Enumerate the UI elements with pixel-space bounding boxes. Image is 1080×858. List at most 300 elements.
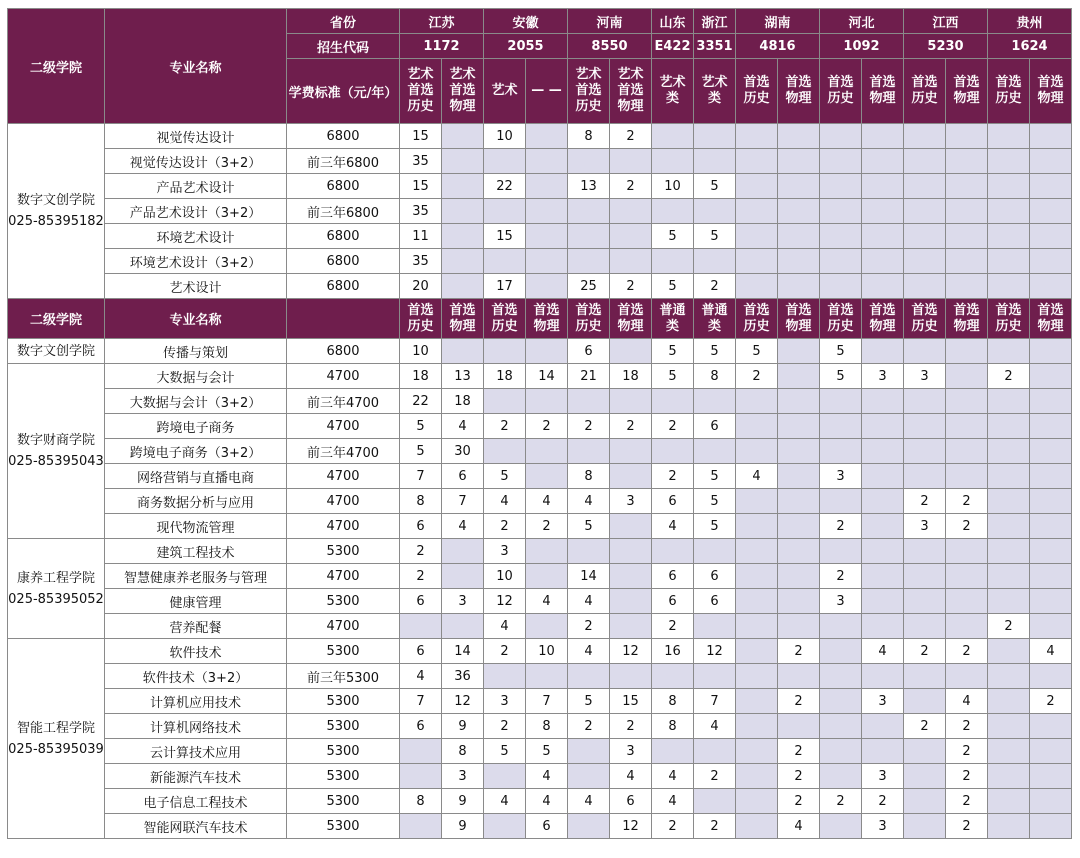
table-row bbox=[8, 539, 1072, 564]
quota-cell: 2 bbox=[946, 514, 988, 539]
quota-cell bbox=[1030, 339, 1072, 364]
quota-cell bbox=[946, 199, 988, 224]
subject-requirement-2 bbox=[610, 299, 652, 339]
quota-cell bbox=[988, 764, 1030, 789]
quota-cell: 5 bbox=[820, 339, 862, 364]
quota-cell bbox=[904, 339, 946, 364]
quota-cell bbox=[862, 339, 904, 364]
header-line: 艺术 bbox=[449, 67, 476, 82]
quota-cell: 4 bbox=[568, 789, 610, 814]
quota-cell bbox=[526, 389, 568, 414]
quota-cell: 2 bbox=[568, 614, 610, 639]
quota-cell bbox=[778, 124, 820, 149]
quota-cell bbox=[1030, 539, 1072, 564]
header-line: 物理 bbox=[869, 91, 896, 106]
quota-cell: 2 bbox=[1030, 689, 1072, 714]
quota-cell: 5 bbox=[820, 364, 862, 389]
quota-cell bbox=[568, 249, 610, 274]
subject-requirement bbox=[988, 59, 1030, 124]
quota-cell: 3 bbox=[820, 464, 862, 489]
quota-cell bbox=[988, 274, 1030, 299]
major-name: 智慧健康养老服务与管理 bbox=[105, 564, 287, 589]
subject-requirement bbox=[904, 59, 946, 124]
quota-cell: 3 bbox=[484, 689, 526, 714]
quota-cell: 10 bbox=[400, 339, 442, 364]
header-line: 物理 bbox=[869, 318, 896, 334]
major-name: 跨境电子商务（3+2） bbox=[105, 439, 287, 464]
province-name: 江苏 bbox=[400, 9, 484, 34]
table-row bbox=[8, 389, 1072, 414]
quota-cell bbox=[736, 689, 778, 714]
subject-requirement bbox=[1030, 59, 1072, 124]
table-row bbox=[8, 814, 1072, 839]
tuition-fee: 5300 bbox=[287, 789, 400, 814]
quota-cell: 35 bbox=[400, 249, 442, 274]
major-name: 跨境电子商务 bbox=[105, 414, 287, 439]
header-line: 首选 bbox=[449, 83, 476, 98]
header-line: 艺术 bbox=[617, 67, 644, 82]
college-phone: 025-85395052 bbox=[8, 591, 104, 607]
table-row bbox=[8, 639, 1072, 664]
quota-cell: 5 bbox=[400, 414, 442, 439]
tuition-fee: 4700 bbox=[287, 364, 400, 389]
quota-cell: 9 bbox=[442, 814, 484, 839]
tuition-fee: 5300 bbox=[287, 539, 400, 564]
quota-cell bbox=[1030, 274, 1072, 299]
quota-cell: 2 bbox=[778, 789, 820, 814]
college-phone: 025-85395182 bbox=[8, 214, 104, 229]
quota-cell: 14 bbox=[526, 364, 568, 389]
quota-cell: 2 bbox=[568, 714, 610, 739]
quota-cell: 4 bbox=[526, 789, 568, 814]
quota-cell: 4 bbox=[526, 489, 568, 514]
quota-cell bbox=[400, 739, 442, 764]
quota-cell bbox=[862, 274, 904, 299]
quota-cell bbox=[736, 739, 778, 764]
province-code: 5230 bbox=[904, 34, 988, 59]
quota-cell: 2 bbox=[694, 274, 736, 299]
quota-cell: 2 bbox=[946, 639, 988, 664]
quota-cell bbox=[778, 664, 820, 689]
quota-cell bbox=[904, 814, 946, 839]
quota-cell bbox=[988, 174, 1030, 199]
province-label: 省份 bbox=[287, 9, 400, 34]
quota-cell bbox=[904, 224, 946, 249]
quota-cell bbox=[820, 614, 862, 639]
header-line: 历史 bbox=[995, 318, 1022, 334]
table-row bbox=[8, 789, 1072, 814]
quota-cell bbox=[694, 149, 736, 174]
header-line: 历史 bbox=[743, 318, 770, 334]
major-name: 新能源汽车技术 bbox=[105, 764, 287, 789]
quota-cell bbox=[904, 589, 946, 614]
province-code: 1092 bbox=[820, 34, 904, 59]
header-line: 类 bbox=[665, 318, 679, 334]
quota-cell bbox=[946, 464, 988, 489]
quota-cell: 18 bbox=[442, 389, 484, 414]
college-name: 智能工程学院 bbox=[16, 720, 95, 736]
quota-cell bbox=[988, 224, 1030, 249]
quota-cell bbox=[946, 249, 988, 274]
subject-requirement-2 bbox=[904, 299, 946, 339]
quota-cell bbox=[946, 339, 988, 364]
quota-cell bbox=[778, 174, 820, 199]
subject-requirement-2 bbox=[400, 299, 442, 339]
quota-cell bbox=[820, 149, 862, 174]
quota-cell bbox=[988, 589, 1030, 614]
quota-cell bbox=[736, 489, 778, 514]
tuition-fee: 5300 bbox=[287, 589, 400, 614]
quota-cell: 2 bbox=[778, 739, 820, 764]
tuition-fee: 4700 bbox=[287, 464, 400, 489]
quota-cell bbox=[988, 149, 1030, 174]
quota-cell bbox=[400, 814, 442, 839]
college-name: 数字文创学院 bbox=[16, 193, 95, 208]
quota-cell bbox=[526, 614, 568, 639]
quota-cell: 4 bbox=[400, 664, 442, 689]
major-name: 现代物流管理 bbox=[105, 514, 287, 539]
header-line: 首选 bbox=[533, 302, 560, 318]
subject-requirement-2 bbox=[484, 299, 526, 339]
quota-cell bbox=[820, 274, 862, 299]
quota-cell bbox=[526, 464, 568, 489]
major-name: 软件技术（3+2） bbox=[105, 664, 287, 689]
major-name: 大数据与会计（3+2） bbox=[105, 389, 287, 414]
quota-cell: 15 bbox=[610, 689, 652, 714]
major-name: 产品艺术设计 bbox=[105, 174, 287, 199]
quota-cell bbox=[1030, 149, 1072, 174]
quota-cell bbox=[904, 564, 946, 589]
quota-cell bbox=[1030, 464, 1072, 489]
quota-cell: 2 bbox=[904, 639, 946, 664]
quota-cell: 2 bbox=[778, 764, 820, 789]
quota-cell bbox=[862, 564, 904, 589]
quota-cell: 10 bbox=[526, 639, 568, 664]
quota-cell bbox=[820, 689, 862, 714]
quota-cell bbox=[484, 339, 526, 364]
quota-cell bbox=[610, 564, 652, 589]
quota-cell bbox=[442, 539, 484, 564]
college-header-2: 二级学院 bbox=[8, 299, 105, 339]
subject-requirement-2 bbox=[946, 299, 988, 339]
major-header: 专业名称 bbox=[105, 9, 287, 124]
quota-cell: 5 bbox=[526, 739, 568, 764]
header-line: 历史 bbox=[575, 318, 602, 334]
tuition-fee: 6800 bbox=[287, 124, 400, 149]
quota-cell bbox=[526, 249, 568, 274]
quota-cell bbox=[694, 124, 736, 149]
quota-cell: 5 bbox=[694, 464, 736, 489]
subject-requirement bbox=[652, 59, 694, 124]
quota-cell bbox=[736, 814, 778, 839]
header-line: 物理 bbox=[1037, 91, 1064, 106]
quota-cell: 16 bbox=[652, 639, 694, 664]
tuition-fee: 前三年4700 bbox=[287, 389, 400, 414]
quota-cell bbox=[484, 439, 526, 464]
quota-cell: 15 bbox=[400, 124, 442, 149]
quota-cell bbox=[652, 124, 694, 149]
quota-cell: 6 bbox=[400, 639, 442, 664]
quota-cell bbox=[736, 249, 778, 274]
quota-cell: 6 bbox=[442, 464, 484, 489]
quota-cell bbox=[526, 564, 568, 589]
header-line: 类 bbox=[665, 91, 679, 106]
admission-plan-table-wrapper bbox=[7, 8, 1072, 839]
quota-cell: 8 bbox=[400, 789, 442, 814]
header-line: 首选 bbox=[785, 302, 812, 318]
quota-cell bbox=[904, 689, 946, 714]
header-line: 首选 bbox=[449, 302, 476, 318]
quota-cell bbox=[904, 274, 946, 299]
subject-requirement bbox=[442, 59, 484, 124]
quota-cell bbox=[820, 489, 862, 514]
quota-cell: 5 bbox=[484, 464, 526, 489]
college-cell bbox=[8, 364, 105, 539]
quota-cell: 7 bbox=[442, 489, 484, 514]
province-code: 1172 bbox=[400, 34, 484, 59]
quota-cell bbox=[736, 514, 778, 539]
quota-cell bbox=[988, 814, 1030, 839]
table-row bbox=[8, 689, 1072, 714]
quota-cell: 2 bbox=[652, 464, 694, 489]
subject-requirement bbox=[484, 59, 526, 124]
quota-cell bbox=[820, 814, 862, 839]
quota-cell: 2 bbox=[526, 414, 568, 439]
quota-cell: 35 bbox=[400, 199, 442, 224]
quota-cell: 5 bbox=[694, 339, 736, 364]
quota-cell: 5 bbox=[484, 739, 526, 764]
quota-cell bbox=[820, 414, 862, 439]
quota-cell: 11 bbox=[400, 224, 442, 249]
quota-cell bbox=[778, 439, 820, 464]
quota-cell bbox=[988, 664, 1030, 689]
header-line: 首选 bbox=[575, 302, 602, 318]
header-line: 首选 bbox=[407, 302, 434, 318]
quota-cell bbox=[988, 464, 1030, 489]
quota-cell: 2 bbox=[652, 414, 694, 439]
quota-cell bbox=[904, 389, 946, 414]
quota-cell bbox=[484, 814, 526, 839]
header-line: 首选 bbox=[743, 302, 770, 318]
quota-cell: 2 bbox=[610, 714, 652, 739]
quota-cell bbox=[862, 714, 904, 739]
header-line: 首选 bbox=[407, 83, 434, 98]
quota-cell: 6 bbox=[652, 564, 694, 589]
college-cell bbox=[8, 124, 105, 299]
quota-cell bbox=[988, 789, 1030, 814]
quota-cell bbox=[610, 249, 652, 274]
quota-cell bbox=[946, 124, 988, 149]
province-code: E422 bbox=[652, 34, 694, 59]
quota-cell bbox=[442, 149, 484, 174]
quota-cell: 5 bbox=[652, 274, 694, 299]
quota-cell bbox=[778, 274, 820, 299]
quota-cell: 2 bbox=[694, 814, 736, 839]
table-row bbox=[8, 414, 1072, 439]
quota-cell bbox=[736, 789, 778, 814]
quota-cell bbox=[862, 464, 904, 489]
quota-cell: 3 bbox=[862, 764, 904, 789]
quota-cell: 3 bbox=[904, 364, 946, 389]
quota-cell bbox=[778, 539, 820, 564]
header-line: 首选 bbox=[953, 75, 980, 90]
header-line: 艺术 bbox=[407, 67, 434, 82]
quota-cell: 22 bbox=[400, 389, 442, 414]
tuition-fee: 5300 bbox=[287, 689, 400, 714]
quota-cell bbox=[820, 714, 862, 739]
quota-cell: 12 bbox=[694, 639, 736, 664]
quota-cell: 8 bbox=[442, 739, 484, 764]
quota-cell bbox=[400, 764, 442, 789]
quota-cell bbox=[946, 274, 988, 299]
quota-cell bbox=[736, 714, 778, 739]
table-row bbox=[8, 364, 1072, 389]
quota-cell bbox=[694, 664, 736, 689]
quota-cell bbox=[988, 439, 1030, 464]
header-line: 物理 bbox=[785, 318, 812, 334]
subject-requirement bbox=[778, 59, 820, 124]
province-code: 8550 bbox=[568, 34, 652, 59]
quota-cell: 18 bbox=[610, 364, 652, 389]
header-line: 历史 bbox=[911, 91, 938, 106]
quota-cell: 5 bbox=[694, 489, 736, 514]
quota-cell: 21 bbox=[568, 364, 610, 389]
header-line: 历史 bbox=[743, 91, 770, 106]
quota-cell bbox=[652, 739, 694, 764]
quota-cell: 2 bbox=[526, 514, 568, 539]
quota-cell bbox=[610, 389, 652, 414]
quota-cell: 15 bbox=[484, 224, 526, 249]
quota-cell bbox=[526, 149, 568, 174]
quota-cell bbox=[400, 614, 442, 639]
quota-cell bbox=[988, 489, 1030, 514]
quota-cell: 5 bbox=[694, 174, 736, 199]
header-line: 首选 bbox=[995, 302, 1022, 318]
table-row bbox=[8, 124, 1072, 149]
header-line: 历史 bbox=[407, 318, 434, 334]
header-line: 物理 bbox=[617, 318, 644, 334]
quota-cell bbox=[610, 539, 652, 564]
province-code: 3351 bbox=[694, 34, 736, 59]
major-header-2: 专业名称 bbox=[105, 299, 287, 339]
tuition-fee: 4700 bbox=[287, 414, 400, 439]
quota-cell: 6 bbox=[400, 714, 442, 739]
quota-cell bbox=[694, 739, 736, 764]
quota-cell: 22 bbox=[484, 174, 526, 199]
major-name: 计算机应用技术 bbox=[105, 689, 287, 714]
header-line: 历史 bbox=[407, 99, 434, 114]
major-name: 建筑工程技术 bbox=[105, 539, 287, 564]
quota-cell bbox=[946, 414, 988, 439]
tuition-fee: 6800 bbox=[287, 274, 400, 299]
quota-cell bbox=[442, 274, 484, 299]
quota-cell bbox=[862, 489, 904, 514]
major-name: 计算机网络技术 bbox=[105, 714, 287, 739]
tuition-fee: 6800 bbox=[287, 339, 400, 364]
header-line: — — bbox=[531, 83, 562, 98]
quota-cell: 2 bbox=[778, 639, 820, 664]
province-code: 2055 bbox=[484, 34, 568, 59]
quota-cell bbox=[610, 339, 652, 364]
quota-cell bbox=[736, 389, 778, 414]
quota-cell: 6 bbox=[652, 489, 694, 514]
header-line: 首选 bbox=[953, 302, 980, 318]
quota-cell bbox=[778, 614, 820, 639]
quota-cell bbox=[568, 814, 610, 839]
quota-cell: 4 bbox=[652, 789, 694, 814]
subject-requirement bbox=[568, 59, 610, 124]
quota-cell: 4 bbox=[484, 789, 526, 814]
quota-cell bbox=[736, 589, 778, 614]
quota-cell: 2 bbox=[694, 764, 736, 789]
tuition-header-2-blank bbox=[287, 299, 400, 339]
college-name: 数字文创学院 bbox=[16, 343, 95, 359]
quota-cell: 2 bbox=[988, 614, 1030, 639]
major-name: 智能网联汽车技术 bbox=[105, 814, 287, 839]
header-line: 首选 bbox=[869, 302, 896, 318]
quota-cell: 14 bbox=[568, 564, 610, 589]
quota-cell: 3 bbox=[904, 514, 946, 539]
quota-cell: 12 bbox=[610, 639, 652, 664]
quota-cell bbox=[736, 664, 778, 689]
quota-cell bbox=[610, 149, 652, 174]
province-name: 贵州 bbox=[988, 9, 1072, 34]
header-line: 物理 bbox=[449, 318, 476, 334]
quota-cell: 2 bbox=[904, 489, 946, 514]
major-name: 艺术设计 bbox=[105, 274, 287, 299]
college-phone: 025-85395039 bbox=[8, 741, 104, 757]
major-name: 网络营销与直播电商 bbox=[105, 464, 287, 489]
table-row bbox=[8, 249, 1072, 274]
quota-cell bbox=[904, 539, 946, 564]
quota-cell: 4 bbox=[694, 714, 736, 739]
quota-cell: 8 bbox=[526, 714, 568, 739]
quota-cell bbox=[442, 224, 484, 249]
quota-cell: 2 bbox=[652, 614, 694, 639]
header-line: 历史 bbox=[491, 318, 518, 334]
quota-cell bbox=[778, 589, 820, 614]
quota-cell bbox=[736, 149, 778, 174]
quota-cell bbox=[484, 149, 526, 174]
quota-cell: 7 bbox=[400, 689, 442, 714]
header-line: 首选 bbox=[1037, 302, 1064, 318]
quota-cell bbox=[904, 614, 946, 639]
quota-cell: 4 bbox=[484, 489, 526, 514]
quota-cell bbox=[610, 439, 652, 464]
quota-cell bbox=[988, 539, 1030, 564]
major-name: 传播与策划 bbox=[105, 339, 287, 364]
major-name: 大数据与会计 bbox=[105, 364, 287, 389]
quota-cell bbox=[568, 664, 610, 689]
quota-cell bbox=[904, 414, 946, 439]
major-name: 云计算技术应用 bbox=[105, 739, 287, 764]
header-line: 艺术 bbox=[701, 75, 728, 90]
quota-cell bbox=[778, 564, 820, 589]
subject-requirement-2 bbox=[568, 299, 610, 339]
header-line: 物理 bbox=[953, 91, 980, 106]
quota-cell bbox=[526, 539, 568, 564]
quota-cell: 4 bbox=[736, 464, 778, 489]
quota-cell: 2 bbox=[820, 789, 862, 814]
quota-cell bbox=[1030, 714, 1072, 739]
quota-cell bbox=[1030, 764, 1072, 789]
quota-cell: 4 bbox=[526, 764, 568, 789]
quota-cell bbox=[442, 339, 484, 364]
admission-plan-table bbox=[7, 8, 1072, 839]
quota-cell: 2 bbox=[484, 714, 526, 739]
quota-cell bbox=[1030, 439, 1072, 464]
quota-cell: 2 bbox=[610, 274, 652, 299]
